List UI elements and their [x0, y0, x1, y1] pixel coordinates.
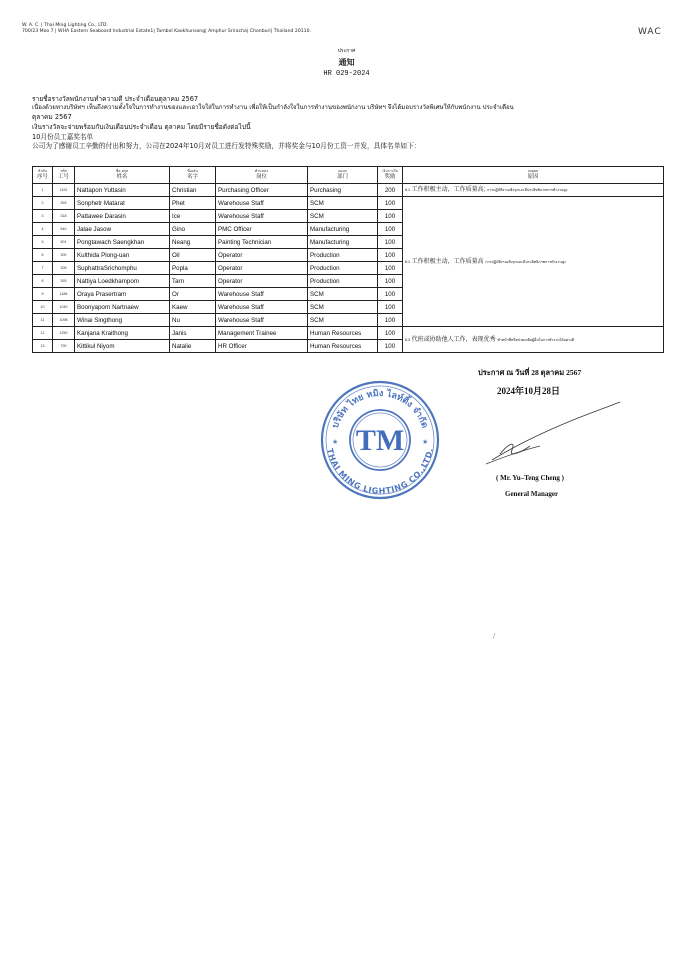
title-chinese: 通知: [338, 58, 355, 67]
intro-line-5: 10月份员工嘉奖名单: [32, 133, 94, 141]
cell-nickname: Gino: [170, 223, 216, 236]
cell-name: Winai Singthong: [75, 314, 170, 327]
cell-amount: 100: [378, 236, 403, 249]
cell-nickname: Oil: [170, 249, 216, 262]
cell-position: HR Officer: [216, 340, 308, 353]
intro-line-1: รายชื่อรางวัลพนักงานทำความดี ประจำเดือนตุลาคม 2567: [32, 95, 199, 103]
intro-line-4: เงินรางวัลจะจ่ายพร้อมกับเงินเดือนประจำเดือน ตุลาคม โดยมีรายชื่อดังต่อไปนี้: [32, 123, 251, 131]
table-row: [33, 327, 664, 340]
intro-line-2: เนื่องด้วยทางบริษัทฯ เห็นถึงความตั้งใจในการทำงานของและเอาใจใส่ในการทำงาน เพื่อให้เป็นกำลังใจในการทำงานของพนักงาน บริษัทฯ จึงได้มอบรางวัลพิเศษให้กับพนักงาน ประจำเดือน: [32, 104, 514, 111]
seal-center-text: TM: [355, 424, 405, 457]
cell-nickname: Tarn: [170, 275, 216, 288]
cell-id: 1188: [53, 288, 75, 301]
table-header-row: [33, 167, 664, 184]
cell-nickname: Janis: [170, 327, 216, 340]
col-header-name: ชื่อ-สกุล 姓名: [75, 167, 170, 184]
cell-id: 393: [53, 197, 75, 210]
announce-date-chinese: 2024年10月28日: [497, 386, 561, 396]
col-header-reason: เหตุผล 原因: [403, 167, 664, 184]
cell-position: PMC Officer: [216, 223, 308, 236]
company-address: 700/23 Moo 7 | WHA Eastern Seaboard Industrial Estate1| Tambol Kaokhunsong| Amphur Sriracha| Chonburi| Thailand 20110.: [22, 29, 311, 34]
cell-amount: 100: [378, 223, 403, 236]
cell-name: Nattapon Yuttasin: [75, 184, 170, 197]
company-name: W. A. C. | Thai Ming Lighting Co., LTD.: [22, 23, 108, 28]
cell-id: 790: [53, 340, 75, 353]
col-header-id: รหัส 工号: [53, 167, 75, 184]
intro-line-3: ตุลาคม 2567: [32, 113, 72, 121]
signatory-name: ( Mr. Yu–Teng Cheng ): [496, 474, 565, 482]
cell-position: Operator: [216, 275, 308, 288]
cell-department: Purchasing: [308, 184, 378, 197]
page-mark: /: [493, 632, 496, 640]
cell-id: 1098: [53, 314, 75, 327]
col-header-department: แผนก 部门: [308, 167, 378, 184]
cell-name: SuphattraSrichomphu: [75, 262, 170, 275]
cell-nickname: Nu: [170, 314, 216, 327]
cell-position: Warehouse Staff: [216, 301, 308, 314]
cell-reason: 8.1 工作积极主动，工作质量高 การปฏิบัติงานเชิงรุกและมีประสิทธิภาพการทำงานสูง: [403, 197, 664, 327]
cell-name: Oraya Prasertram: [75, 288, 170, 301]
cell-no: 6: [33, 249, 53, 262]
cell-department: SCM: [308, 210, 378, 223]
cell-id: 318: [53, 210, 75, 223]
cell-position: Warehouse Staff: [216, 210, 308, 223]
cell-amount: 100: [378, 262, 403, 275]
company-logo: WAC: [638, 27, 662, 37]
cell-name: Pattawee Darasin: [75, 210, 170, 223]
cell-department: Production: [308, 249, 378, 262]
table-row: [33, 197, 664, 210]
cell-amount: 100: [378, 249, 403, 262]
cell-id: 300: [53, 249, 75, 262]
cell-amount: 100: [378, 301, 403, 314]
cell-position: Painting Technician: [216, 236, 308, 249]
cell-id: 640: [53, 223, 75, 236]
cell-no: 3: [33, 210, 53, 223]
title-thai: ประกาศ: [337, 48, 356, 54]
col-header-position: ตำแหน่ง 岗位: [216, 167, 308, 184]
announce-date-thai: ประกาศ ณ วันที่ 28 ตุลาคม 2567: [478, 368, 582, 377]
seal-top-text: บริษัท ไทย หมิง ไลท์ติ้ง จำกัด: [330, 388, 430, 430]
svg-text:★: ★: [422, 438, 429, 446]
cell-department: Production: [308, 262, 378, 275]
intro-line-6: 公司为了感谢员工辛勤的付出和努力，公司在2024年10月对员工进行发特殊奖励，并将奖金与10月份工资一并发，具体名单如下：: [32, 142, 421, 150]
cell-nickname: Phet: [170, 197, 216, 210]
cell-name: Boonyaporn Nartnaew: [75, 301, 170, 314]
cell-name: Jalae Jasow: [75, 223, 170, 236]
company-seal: [318, 378, 442, 502]
cell-no: 11: [33, 314, 53, 327]
cell-amount: 100: [378, 210, 403, 223]
cell-department: Manufacturing: [308, 236, 378, 249]
col-header-award: เงินรางวัล 奖励: [378, 167, 403, 184]
cell-name: Sonphetr Matarat: [75, 197, 170, 210]
cell-id: 1250: [53, 327, 75, 340]
cell-no: 8: [33, 275, 53, 288]
seal-bottom-text: THAI MING LIGHTING CO.,LTD.: [325, 447, 435, 496]
cell-position: Warehouse Staff: [216, 197, 308, 210]
cell-department: Production: [308, 275, 378, 288]
cell-department: Manufacturing: [308, 223, 378, 236]
cell-no: 1: [33, 184, 53, 197]
cell-no: 10: [33, 301, 53, 314]
col-header-no: ลำดับ 序号: [33, 167, 53, 184]
cell-position: Operator: [216, 249, 308, 262]
cell-nickname: Kaew: [170, 301, 216, 314]
cell-nickname: Ice: [170, 210, 216, 223]
table-row: [33, 184, 664, 197]
cell-no: 7: [33, 262, 53, 275]
cell-no: 13: [33, 340, 53, 353]
cell-name: Kittikul Niyom: [75, 340, 170, 353]
cell-amount: 100: [378, 288, 403, 301]
cell-no: 4: [33, 223, 53, 236]
cell-id: 501: [53, 236, 75, 249]
cell-no: 2: [33, 197, 53, 210]
cell-no: 9: [33, 288, 53, 301]
col-header-nickname: ชื่อเล่น 名字: [170, 167, 216, 184]
cell-amount: 200: [378, 184, 403, 197]
cell-id: 393: [53, 275, 75, 288]
cell-position: Management Trainee: [216, 327, 308, 340]
cell-position: Purchasing Officer: [216, 184, 308, 197]
cell-position: Operator: [216, 262, 308, 275]
cell-no: 5: [33, 236, 53, 249]
cell-nickname: Natalie: [170, 340, 216, 353]
cell-department: SCM: [308, 197, 378, 210]
cell-department: Human Resources: [308, 327, 378, 340]
signatory-title: General Manager: [505, 490, 559, 498]
cell-amount: 100: [378, 314, 403, 327]
award-table: [32, 166, 664, 353]
cell-amount: 100: [378, 340, 403, 353]
cell-name: Kulthida Plong-uan: [75, 249, 170, 262]
cell-id: 305: [53, 262, 75, 275]
cell-nickname: Neang: [170, 236, 216, 249]
cell-reason: 8.1 工作积极主动，工作质量高; การปฏิบัติงานเชิงรุกและมีประสิทธิภาพการทำงานสูง: [403, 184, 664, 197]
cell-position: Warehouse Staff: [216, 288, 308, 301]
cell-name: Nattiya Loedkhampom: [75, 275, 170, 288]
svg-text:★: ★: [332, 438, 339, 446]
cell-name: Kanjana Kraithong: [75, 327, 170, 340]
notice-number: HR 029-2024: [323, 70, 370, 78]
cell-nickname: Or: [170, 288, 216, 301]
cell-nickname: Christian: [170, 184, 216, 197]
handwritten-signature: [478, 400, 628, 470]
cell-department: SCM: [308, 314, 378, 327]
cell-amount: 100: [378, 327, 403, 340]
cell-id: 1040: [53, 301, 75, 314]
cell-no: 12: [33, 327, 53, 340]
cell-position: Warehouse Staff: [216, 314, 308, 327]
cell-amount: 100: [378, 275, 403, 288]
cell-amount: 100: [378, 197, 403, 210]
cell-department: SCM: [308, 301, 378, 314]
cell-id: 1192: [53, 184, 75, 197]
cell-name: Pongtawach Saengkhan: [75, 236, 170, 249]
cell-reason: 8.3 代班或协助他人工作，表现优秀 ทำหน้าที่หรือช่วยเหลือผู้อื่นในการทำงานได้อย่างดี: [403, 327, 664, 353]
cell-department: Human Resources: [308, 340, 378, 353]
cell-nickname: Popla: [170, 262, 216, 275]
cell-department: SCM: [308, 288, 378, 301]
